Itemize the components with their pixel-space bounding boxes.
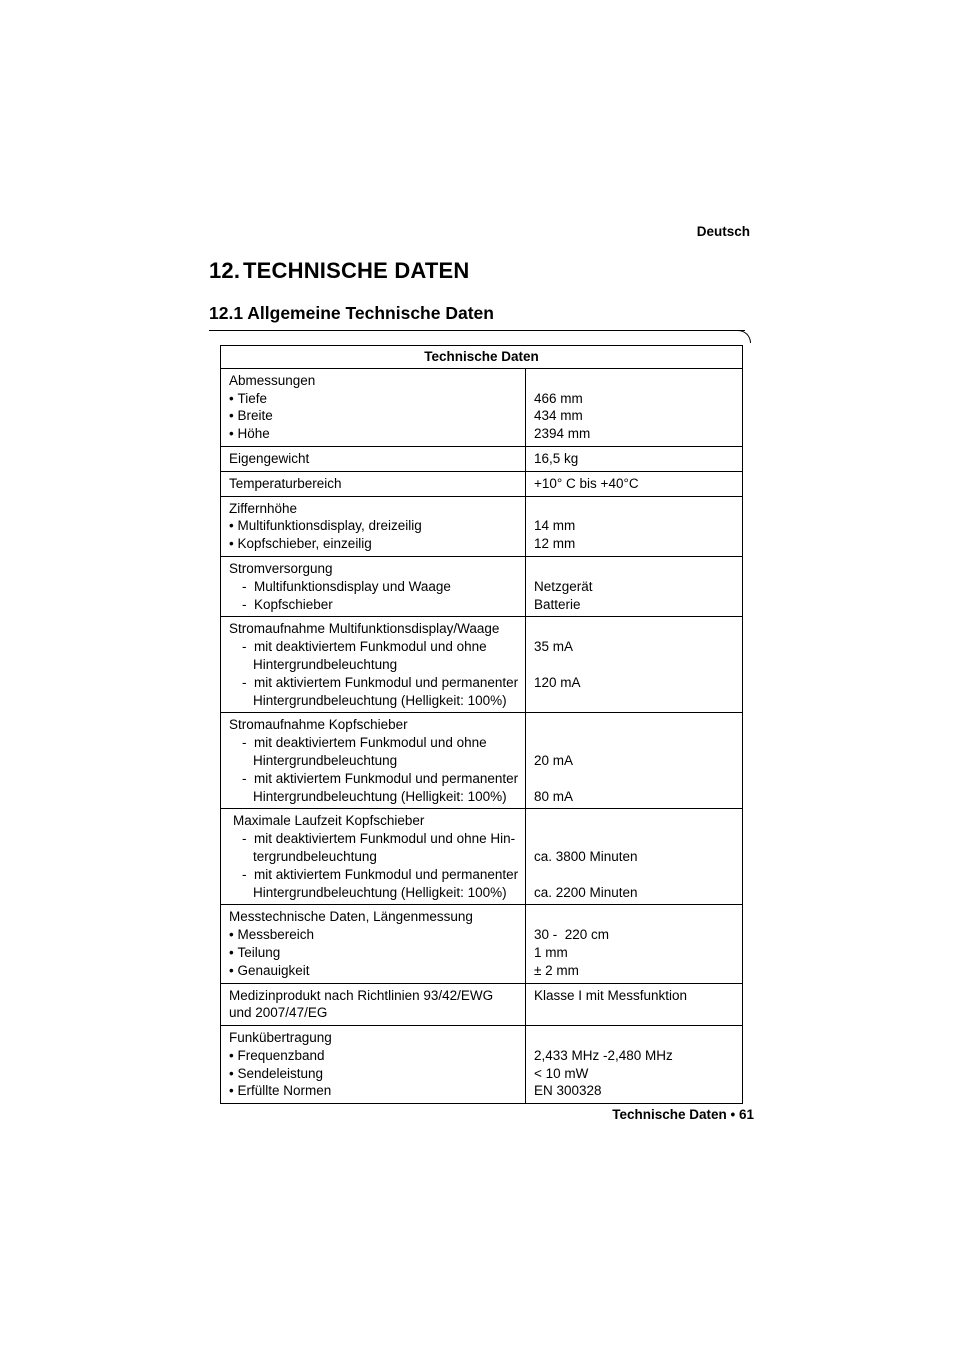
chapter-number: 12. — [209, 258, 241, 283]
row-label: Maximale Laufzeit Kopfschieber — [233, 813, 425, 829]
row-label: Medizinprodukt nach Richtlinien 93/42/EWG — [229, 987, 494, 1003]
table-row — [221, 617, 743, 713]
chapter-title — [209, 258, 469, 284]
row-value: 35 mA — [534, 639, 574, 655]
bullet-item: • Teilung — [229, 944, 519, 962]
row-value: Netzgerät — [534, 578, 593, 594]
row-value: 2,433 MHz -2,480 MHz — [534, 1047, 673, 1063]
dash-item-continued: Hintergrundbeleuchtung (Helligkeit: 100%) — [253, 788, 507, 804]
table-row — [221, 496, 743, 556]
row-label: Temperaturbereich — [229, 475, 342, 491]
section-title: 12.1 Allgemeine Technische Daten — [209, 303, 494, 323]
language-label: Deutsch — [696, 224, 750, 239]
row-value: ca. 3800 Minuten — [534, 848, 638, 864]
dash-item: - mit aktiviertem Funkmodul und permanenter — [229, 674, 519, 692]
dash-item: - mit aktiviertem Funkmodul und permanenter — [229, 770, 519, 788]
dash-item-continued: Hintergrundbeleuchtung (Helligkeit: 100%) — [253, 692, 507, 708]
row-value: Batterie — [534, 596, 581, 612]
row-value: +10° C bis +40°C — [534, 475, 639, 491]
row-value: EN 300328 — [534, 1083, 602, 1099]
row-value: 434 mm — [534, 408, 583, 424]
spec-table — [220, 345, 743, 1104]
bullet-item: • Sendeleistung — [229, 1065, 519, 1083]
table-row — [221, 809, 743, 905]
row-value: 12 mm — [534, 536, 576, 552]
row-label: Ziffernhöhe — [229, 500, 298, 516]
dash-item: - mit aktiviertem Funkmodul und permanenter — [229, 866, 519, 884]
bullet-item: • Höhe — [229, 425, 519, 443]
row-value: 80 mA — [534, 788, 574, 804]
table-row — [221, 368, 743, 446]
bullet-item: • Breite — [229, 407, 519, 425]
page-footer: Technische Daten • 61 — [612, 1107, 754, 1122]
dash-item: - Multifunktionsdisplay und Waage — [229, 578, 519, 596]
dash-item-continued: Hintergrundbeleuchtung (Helligkeit: 100%) — [253, 884, 507, 900]
table-row — [221, 983, 743, 1026]
dash-item: - mit deaktiviertem Funkmodul und ohne — [229, 734, 519, 752]
row-value: Klasse I mit Messfunktion — [534, 987, 688, 1003]
bullet-item: • Messbereich — [229, 926, 519, 944]
row-label: Stromaufnahme Multifunktionsdisplay/Waage — [229, 621, 500, 637]
section-rule-corner — [735, 330, 751, 343]
table-row — [221, 713, 743, 809]
row-label: Funkübertragung — [229, 1030, 332, 1046]
dash-item-continued: Hintergrundbeleuchtung — [253, 656, 398, 672]
dash-item: - Kopfschieber — [229, 596, 519, 614]
dash-item-continued: Hintergrundbeleuchtung — [253, 752, 398, 768]
dash-item: - mit deaktiviertem Funkmodul und ohne Hin- — [229, 830, 519, 848]
chapter-title-text: TECHNISCHE DATEN — [243, 258, 470, 283]
row-label: Abmessungen — [229, 372, 316, 388]
bullet-item: • Kopfschieber, einzeilig — [229, 535, 519, 553]
table-row — [221, 1026, 743, 1104]
row-label: Stromversorgung — [229, 560, 333, 576]
table-header-row — [221, 346, 743, 369]
table-row — [221, 556, 743, 616]
row-value: 20 mA — [534, 752, 574, 768]
section-rule — [209, 330, 745, 331]
row-value: ± 2 mm — [534, 962, 579, 978]
row-label: Messtechnische Daten, Längenmessung — [229, 909, 473, 925]
bullet-item: • Frequenzband — [229, 1047, 519, 1065]
table-row — [221, 471, 743, 496]
row-label: Stromaufnahme Kopfschieber — [229, 717, 408, 733]
table-row — [221, 905, 743, 983]
row-value: 14 mm — [534, 518, 576, 534]
row-label: und 2007/47/EG — [229, 1005, 328, 1021]
bullet-item: • Genauigkeit — [229, 962, 519, 980]
table-heading: Technische Daten — [221, 346, 743, 369]
table-row — [221, 446, 743, 471]
dash-item-continued: tergrundbeleuchtung — [253, 848, 377, 864]
row-value: 16,5 kg — [534, 450, 579, 466]
row-value: 2394 mm — [534, 426, 591, 442]
bullet-item: • Tiefe — [229, 390, 519, 408]
row-value: 466 mm — [534, 390, 583, 406]
row-value: ca. 2200 Minuten — [534, 884, 638, 900]
row-value: 120 mA — [534, 674, 581, 690]
bullet-item: • Erfüllte Normen — [229, 1082, 519, 1100]
row-value: 1 mm — [534, 944, 568, 960]
row-value: 30 - 220 cm — [534, 927, 610, 943]
dash-item: - mit deaktiviertem Funkmodul und ohne — [229, 638, 519, 656]
row-value: < 10 mW — [534, 1065, 589, 1081]
row-label: Eigengewicht — [229, 450, 310, 466]
bullet-item: • Multifunktionsdisplay, dreizeilig — [229, 517, 519, 535]
